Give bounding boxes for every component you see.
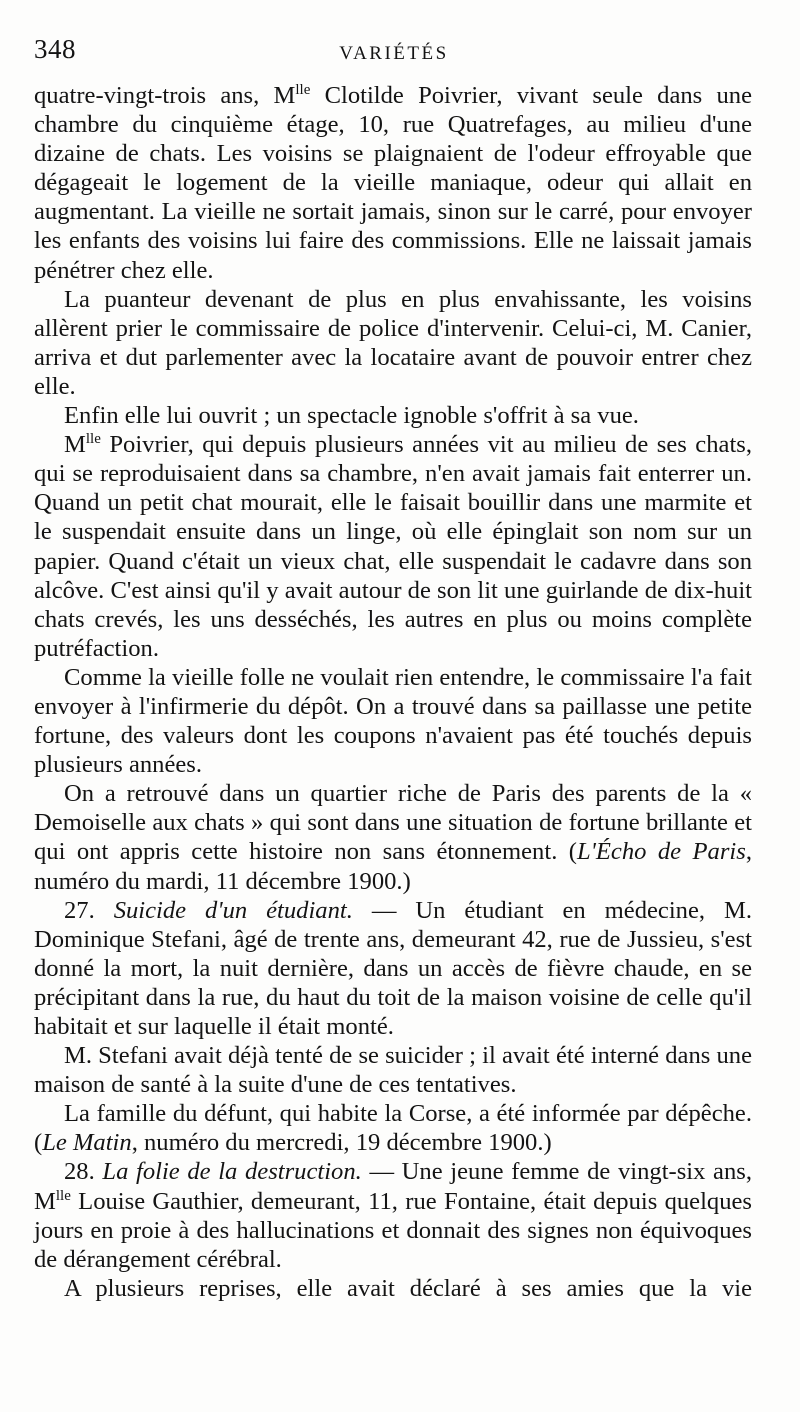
paragraph-6-start: On a retrouvé dans un quartier riche de Paris des parents de la « Demoiselle aux chats » qui sont dans une situation de fortune brillante et qui ont appris cette histoire non sans étonnement. ( — [34, 780, 752, 866]
paragraph-1-start: quatre-vingt-trois ans, — [34, 82, 274, 109]
paragraph-2: La puanteur devenant de plus en plus envahissante, les voisins allèrent prier le commissaire de police d'intervenir. Celui-ci, M. Canier, arriva et dut parlementer avec la locataire avant de pouvoir entrer chez elle. — [34, 285, 752, 400]
paragraph-10-a: — Une jeune femme de vingt-six ans, — [361, 1158, 752, 1186]
paragraph-3: Enfin elle lui ouvrit ; un spectacle ignoble s'offrit à sa vue. — [64, 402, 639, 430]
paragraph-6-end: , numéro du mardi, 11 décembre 1900.) — [34, 838, 752, 895]
title-abbrev: M — [64, 431, 86, 459]
source-citation: L'Écho de Paris — [576, 838, 746, 866]
paragraph-8: M. Stefani avait déjà tenté de se suicider ; il avait été interné dans une maison de santé à la suite d'une de ces tentatives. — [34, 1042, 752, 1099]
paragraph-4-rest: Poivrier, qui depuis plusieurs années vit au milieu de ses chats, qui se reproduisaient dans sa chambre, n'en avait jamais fait enterrer un. Quand un petit chat mourait, elle le faisait bouillir dans une marmite et le suspendait ensuite dans un linge, où elle épinglait son nom sur un papier. Quand c'était un vieux chat, elle suspendait le cadavre dans son alcôve. C'est ainsi qu'il y avait autour de son lit une guirlande de dix-huit chats crevés, les uns desséchés, les autres en plus ou moins complète putréfaction. — [34, 431, 752, 662]
paragraph-9-start: La famille du défunt, qui habite la Corse, a été informée par dépêche. ( — [34, 1100, 752, 1157]
source-citation: Le Matin — [42, 1129, 132, 1157]
paragraph-11: A plusieurs reprises, elle avait déclaré à ses amies que la vie — [64, 1274, 752, 1302]
title-abbrev-superscript: lle — [85, 431, 101, 448]
paragraph-9-end: , numéro du mercredi, 19 décembre 1900.) — [131, 1129, 552, 1157]
paragraph-1-rest: Clotilde Poivrier, vivant seule dans une chambre du cinquième étage, 10, rue Quatrefages, au milieu d'une dizaine de chats. Les voisins se plaignaient de l'odeur effroyable que dégageait le logement de la vieille maniaque, odeur qui allait en augmentant. La vieille ne sortait jamais, sinon sur le carré, pour envoyer les enfants des voisins lui faire des commissions. Elle ne laissait jamais pénétrer chez elle. — [34, 82, 752, 284]
page-number: 348 — [34, 34, 76, 64]
title-abbrev: M — [34, 1187, 56, 1215]
paragraph-6 — [34, 779, 752, 895]
paragraph-5: Comme la vieille folle ne voulait rien entendre, le commissaire l'a fait envoyer à l'infirmerie du dépôt. On a trouvé dans sa paillasse une petite fortune, des valeurs dont les coupons n'avaient pas été touchés depuis plusieurs années. — [34, 663, 752, 779]
paragraph-10-b: Louise Gauthier, demeurant, 11, rue Fontaine, était depuis quelques jours en proie à des hallucinations et donnait des signes non équivoques de dérangement cérébral. — [34, 1187, 752, 1273]
paragraph-1 — [34, 81, 752, 285]
section-title: VARIÉTÉS — [339, 43, 449, 64]
paragraph-7-rest: — Un étudiant en médecine, M. Dominique Stefani, âgé de trente ans, demeurant 42, rue de Jussieu, s'est donné la mort, la nuit dernière, dans un accès de fièvre chaude, en se précipitant dans la rue, du haut du toit de la maison voisine de celle qu'il habitait et sur laquelle il était monté. — [34, 896, 752, 1040]
item-number: 27. — [64, 896, 114, 924]
paragraph-7 — [34, 896, 752, 1041]
paragraph-9 — [34, 1099, 752, 1157]
item-number: 28. — [64, 1158, 103, 1186]
running-head — [34, 34, 754, 74]
item-title: Suicide d'un étudiant. — [113, 896, 353, 924]
body-text — [34, 81, 752, 1303]
title-abbrev-superscript: lle — [55, 1187, 71, 1204]
paragraph-4 — [34, 430, 752, 663]
title-abbrev: M — [273, 82, 296, 109]
title-abbrev-superscript: lle — [295, 82, 311, 98]
item-title: La folie de la destruction. — [102, 1158, 362, 1186]
paragraph-10 — [34, 1157, 752, 1273]
